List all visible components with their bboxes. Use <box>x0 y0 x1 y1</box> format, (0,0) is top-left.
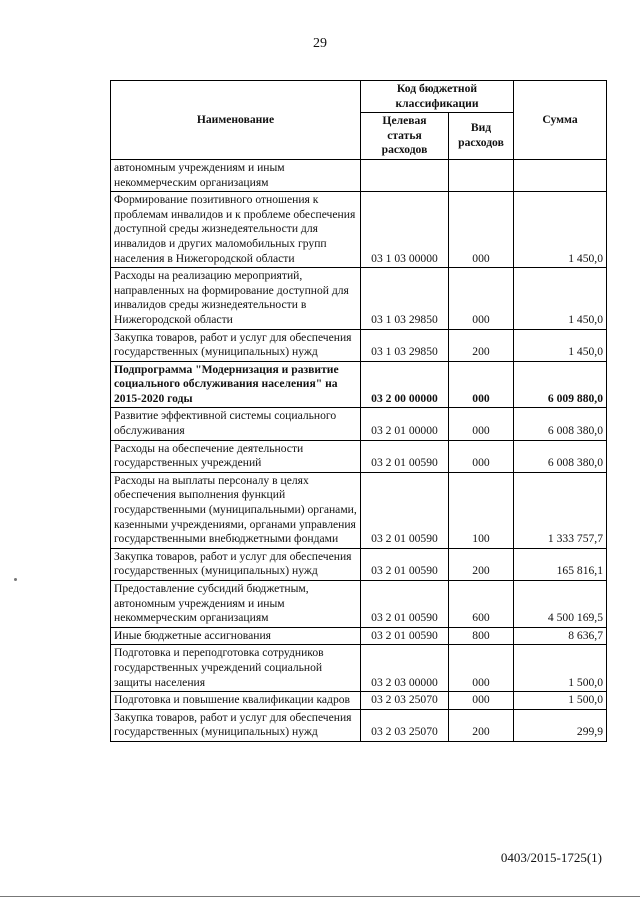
row-amount: 6 008 380,0 <box>514 408 607 440</box>
row-name: Развитие эффективной системы социального обслуживания <box>111 408 361 440</box>
page-number: 29 <box>313 36 327 51</box>
row-amount: 299,9 <box>514 709 607 741</box>
row-amount: 6 009 880,0 <box>514 361 607 408</box>
row-name: Закупка товаров, работ и услуг для обеспечения государственных (муниципальных) нужд <box>111 548 361 580</box>
row-name: Закупка товаров, работ и услуг для обеспечения государственных (муниципальных) нужд <box>111 709 361 741</box>
row-expense-type: 000 <box>449 645 514 692</box>
table-row <box>111 268 607 329</box>
row-name: Расходы на выплаты персоналу в целях обеспечения выполнения функций государственными (муниципальными) органами, казенными учреждениями, органами управления государственными внебюджетными фондами <box>111 472 361 548</box>
row-expense-type: 200 <box>449 709 514 741</box>
row-name: Расходы на обеспечение деятельности государственных учреждений <box>111 440 361 472</box>
row-name: Расходы на реализацию мероприятий, направленных на формирование доступной для инвалидов среды жизнедеятельности в Нижегородской области <box>111 268 361 329</box>
row-target-article: 03 2 03 00000 <box>361 645 449 692</box>
table-row <box>111 329 607 361</box>
row-amount: 1 450,0 <box>514 192 607 268</box>
header-amount: Сумма <box>514 81 607 160</box>
row-expense-type: 200 <box>449 329 514 361</box>
table-row <box>111 581 607 628</box>
row-expense-type <box>449 159 514 191</box>
row-target-article: 03 2 01 00590 <box>361 581 449 628</box>
row-name: автономным учреждениям и иным некоммерческим организациям <box>111 159 361 191</box>
row-target-article: 03 1 03 00000 <box>361 192 449 268</box>
table-row <box>111 709 607 741</box>
row-name: Иные бюджетные ассигнования <box>111 627 361 645</box>
row-expense-type: 200 <box>449 548 514 580</box>
row-name: Подготовка и переподготовка сотрудников государственных учреждений социальной защиты населения <box>111 645 361 692</box>
header-expense-type: Вид расходов <box>449 113 514 160</box>
row-name: Подпрограмма "Модернизация и развитие социального обслуживания населения" на 2015-2020 годы <box>111 361 361 408</box>
table-row <box>111 408 607 440</box>
row-target-article: 03 1 03 29850 <box>361 268 449 329</box>
row-target-article: 03 2 01 00590 <box>361 627 449 645</box>
row-amount: 1 450,0 <box>514 268 607 329</box>
row-amount: 165 816,1 <box>514 548 607 580</box>
header-target-article: Целевая статья расходов <box>361 113 449 160</box>
row-amount: 8 636,7 <box>514 627 607 645</box>
table-row <box>111 692 607 710</box>
row-expense-type: 600 <box>449 581 514 628</box>
row-amount: 1 500,0 <box>514 692 607 710</box>
row-amount <box>514 159 607 191</box>
row-target-article: 03 2 01 00590 <box>361 548 449 580</box>
row-expense-type: 000 <box>449 692 514 710</box>
table-row <box>111 472 607 548</box>
row-name: Предоставление субсидий бюджетным, автономным учреждениям и иным некоммерческим организациям <box>111 581 361 628</box>
row-amount: 1 450,0 <box>514 329 607 361</box>
row-target-article: 03 2 03 25070 <box>361 709 449 741</box>
table-row <box>111 440 607 472</box>
row-expense-type: 000 <box>449 361 514 408</box>
row-amount: 6 008 380,0 <box>514 440 607 472</box>
row-target-article: 03 2 01 00590 <box>361 440 449 472</box>
row-amount: 1 333 757,7 <box>514 472 607 548</box>
table-row <box>111 361 607 408</box>
row-name: Закупка товаров, работ и услуг для обеспечения государственных (муниципальных) нужд <box>111 329 361 361</box>
row-expense-type: 000 <box>449 192 514 268</box>
table-row <box>111 645 607 692</box>
row-target-article: 03 2 01 00590 <box>361 472 449 548</box>
row-name: Формирование позитивного отношения к проблемам инвалидов и к проблеме обеспечения доступной среды жизнедеятельности для инвалидов и других маломобильных групп населения в Нижегородской области <box>111 192 361 268</box>
row-target-article: 03 2 03 25070 <box>361 692 449 710</box>
table-row <box>111 159 607 191</box>
table-row <box>111 192 607 268</box>
row-target-article: 03 2 00 00000 <box>361 361 449 408</box>
table-body <box>111 159 607 741</box>
row-expense-type: 100 <box>449 472 514 548</box>
budget-table <box>110 80 607 742</box>
row-expense-type: 000 <box>449 408 514 440</box>
row-expense-type: 000 <box>449 440 514 472</box>
table-row <box>111 548 607 580</box>
row-target-article <box>361 159 449 191</box>
header-name: Наименование <box>111 81 361 160</box>
row-target-article: 03 1 03 29850 <box>361 329 449 361</box>
table-row <box>111 627 607 645</box>
document-id: 0403/2015-1725(1) <box>500 850 602 865</box>
row-expense-type: 800 <box>449 627 514 645</box>
scan-edge-mark <box>0 896 640 897</box>
header-code-group: Код бюджетной классификации <box>361 81 514 113</box>
row-expense-type: 000 <box>449 268 514 329</box>
row-amount: 1 500,0 <box>514 645 607 692</box>
row-name: Подготовка и повышение квалификации кадров <box>111 692 361 710</box>
scan-margin-mark <box>14 578 17 581</box>
row-target-article: 03 2 01 00000 <box>361 408 449 440</box>
row-amount: 4 500 169,5 <box>514 581 607 628</box>
